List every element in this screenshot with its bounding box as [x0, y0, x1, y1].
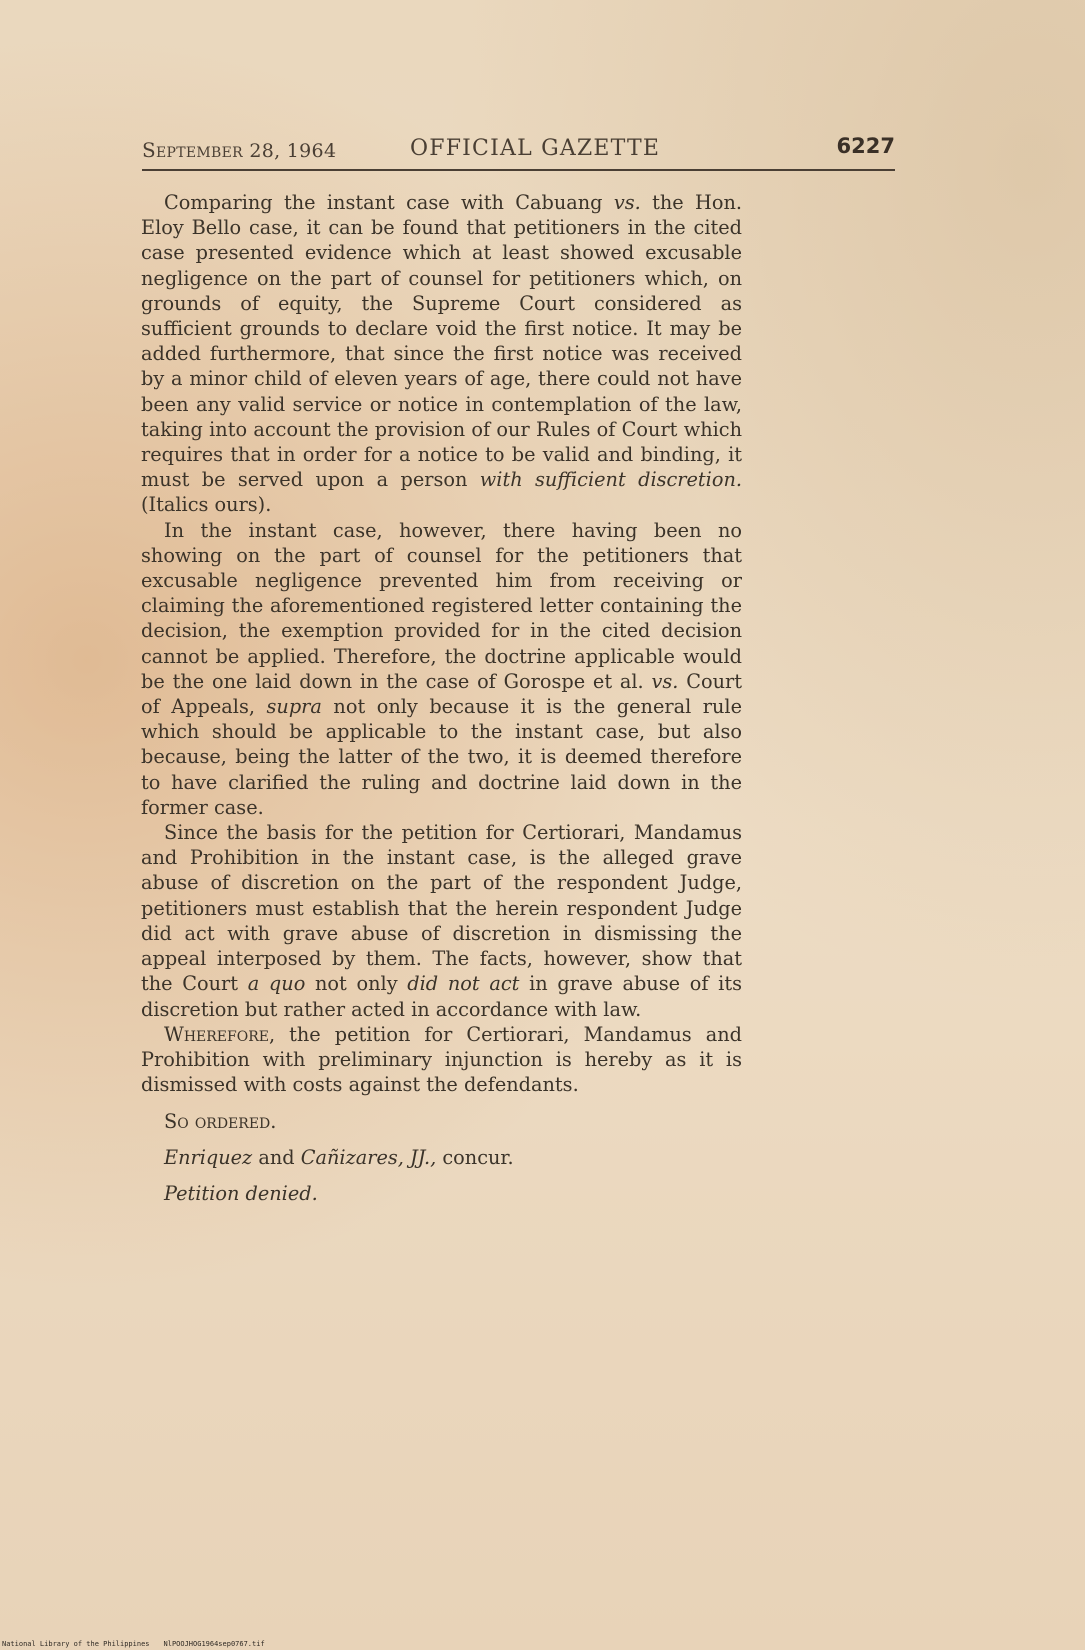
paragraph-comparison: Comparing the instant case with Cabuang vs. the Hon. Eloy Bello case, it can be found that petitioners in the cited case presented evidence which at least showed excusable negligence on the part of counsel for petitioners which, on grounds of equity, the Supreme Court considered as sufficient grounds to declare void the first notice. It may be added furthermore, that since the first notice was received by a minor child of eleven years of age, there could not have been any valid service or notice in contemplation of the law, taking into account the provision of our Rules of Court which requires that in order for a notice to be valid and binding, it must be served upon a person with sufficient discretion. (Italics ours). — [141, 191, 742, 517]
running-head — [142, 136, 895, 166]
issue-day-year: 28, 1964 — [249, 140, 337, 162]
paragraph-basis: Since the basis for the petition for Certiorari, Mandamus and Prohibition in the instant case, is the alleged grave abuse of discretion on the part of the respondent Judge, petitioners must establish that the herein respondent Judge did act with grave abuse of discretion in dismissing the appeal interposed by them. The facts, however, show that the Court a quo not only did not act in grave abuse of its discretion but rather acted in accordance with law. — [141, 821, 742, 1021]
disposition: Petition denied. — [164, 1182, 318, 1206]
library-name: National Library of the Philippines — [2, 1640, 150, 1648]
issue-date — [142, 138, 336, 162]
scan-footer — [2, 1640, 279, 1648]
paragraph-wherefore: Wherefore, the petition for Certiorari, Mandamus and Prohibition with preliminary injunction is hereby as it is dismissed with costs against the defendants. — [141, 1022, 742, 1097]
scan-filename: NlPOOJHOG1964sep0767.tif — [163, 1640, 265, 1648]
header-rule — [142, 169, 895, 171]
concurrence: Enriquez and Cañizares, JJ., concur. — [164, 1146, 514, 1170]
page-number: 6227 — [836, 134, 895, 158]
closing-block — [141, 1109, 742, 1207]
body-text — [141, 190, 742, 1207]
publication-title: OFFICIAL GAZETTE — [410, 136, 661, 161]
issue-month: September — [142, 138, 243, 162]
so-ordered: So ordered. — [164, 1110, 277, 1134]
paragraph-instant-case: In the instant case, however, there having been no showing on the part of counsel for the petitioners that excusable negligence prevented him from receiving or claiming the aforementioned registered letter containing the decision, the exemption provided for in the cited decision cannot be applied. Therefore, the doctrine applicable would be the one laid down in the case of Gorospe et al. vs. Court of Appeals, supra not only because it is the general rule which should be applicable to the instant case, but also because, being the latter of the two, it is deemed therefore to have clarified the ruling and doctrine laid down in the former case. — [141, 518, 742, 819]
